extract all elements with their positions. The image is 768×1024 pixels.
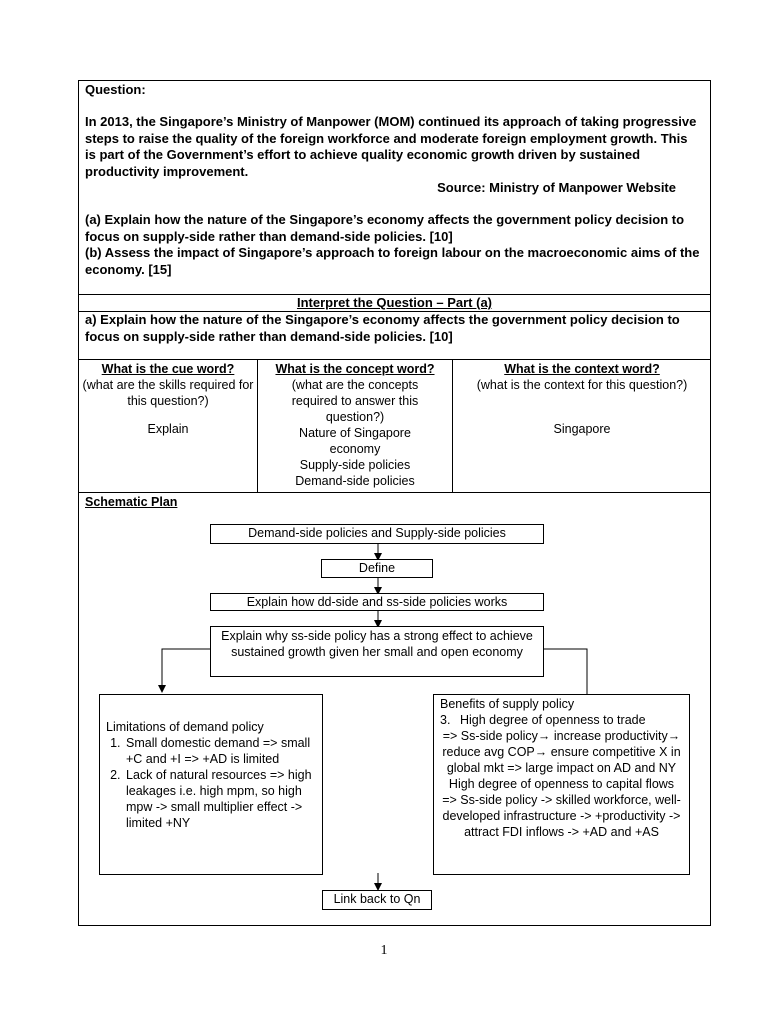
limitations-box	[99, 694, 323, 875]
cue-hint: (what are the skills required for this question?)	[82, 378, 254, 408]
question-heading: Question:	[85, 82, 146, 97]
step-define-text: Define	[358, 561, 396, 575]
concept-answer-3: Demand-side policies	[295, 474, 415, 488]
concept-title: What is the concept word?	[275, 362, 435, 376]
benefit-item-rest: => Ss-side policy→ increase productivity→ reduce avg COP→ ensure competitive X in global mkt => large impact on AD and NY	[442, 729, 681, 775]
context-title: What is the context word?	[504, 362, 660, 376]
question-part-a: (a) Explain how the nature of the Singapore’s economy affects the government policy decision to focus on supply-side rather than demand-side policies. [10]	[85, 212, 685, 244]
limitations-title: Limitations of demand policy	[106, 720, 264, 734]
context-answer: Singapore	[553, 422, 611, 436]
question-stem: In 2013, the Singapore’s Ministry of Manpower (MOM) continued its approach of taking progressive steps to raise the quality of the foreign workforce and moderate foreign employment growth. This is part of the Government’s effort to achieve quality economic growth driven by sustained productivity improvement.	[85, 114, 697, 179]
line-right-branch	[543, 649, 587, 694]
benefits-title: Benefits of supply policy	[440, 697, 575, 711]
benefit-item-capital: High degree of openness to capital flows => Ss-side policy -> skilled workforce, well-developed infrastructure -> +productivity -> attract FDI inflows -> +AD and +AS	[442, 777, 681, 839]
link-back-text: Link back to Qn	[333, 892, 421, 906]
benefits-box	[433, 694, 690, 875]
cue-title: What is the cue word?	[101, 362, 235, 376]
limitation-item-1: 1. Small domestic demand => small +C and +I => +AD is limited	[124, 735, 316, 767]
step-explain-how-text: Explain how dd-side and ss-side policies works	[246, 595, 508, 609]
step-box-define	[321, 559, 433, 578]
concept-answer-2: Supply-side policies	[299, 458, 411, 472]
interpret-question: a) Explain how the nature of the Singapore’s economy affects the government policy decision to focus on supply-side rather than demand-side policies. [10]	[85, 312, 680, 344]
context-hint: (what is the context for this question?)	[476, 378, 688, 392]
limitation-item-2: 2. Lack of natural resources => high leakages i.e. high mpm, so high mpw -> small multiplier effect -> limited +NY	[124, 767, 316, 831]
step-box-link-back	[322, 890, 432, 910]
interpret-heading: Interpret the Question – Part (a)	[296, 295, 493, 310]
page-number: 1	[380, 943, 388, 958]
step-box-explain-why	[210, 626, 544, 677]
concept-hint: (what are the concepts required to answer this question?)	[291, 378, 419, 424]
benefit-item-first: High degree of openness to trade	[460, 713, 646, 727]
step-explain-why-text: Explain why ss-side policy has a strong effect to achieve sustained growth given her small and open economy	[221, 629, 533, 659]
benefit-item-number: 3.	[440, 713, 451, 727]
cue-answer: Explain	[147, 422, 189, 436]
question-part-b: (b) Assess the impact of Singapore’s approach to foreign labour on the macroeconomic aims of the economy. [15]	[85, 245, 700, 277]
step-box-policies	[210, 524, 544, 544]
step-policies-text: Demand-side policies and Supply-side policies	[248, 526, 506, 540]
schematic-heading: Schematic Plan	[85, 495, 178, 509]
question-source: Source: Ministry of Manpower Website	[437, 180, 676, 195]
concept-answer-1: Nature of Singapore economy	[299, 426, 411, 456]
benefit-item-3	[440, 712, 683, 728]
step-box-explain-how	[210, 593, 544, 611]
arrow-left-branch	[162, 649, 210, 689]
